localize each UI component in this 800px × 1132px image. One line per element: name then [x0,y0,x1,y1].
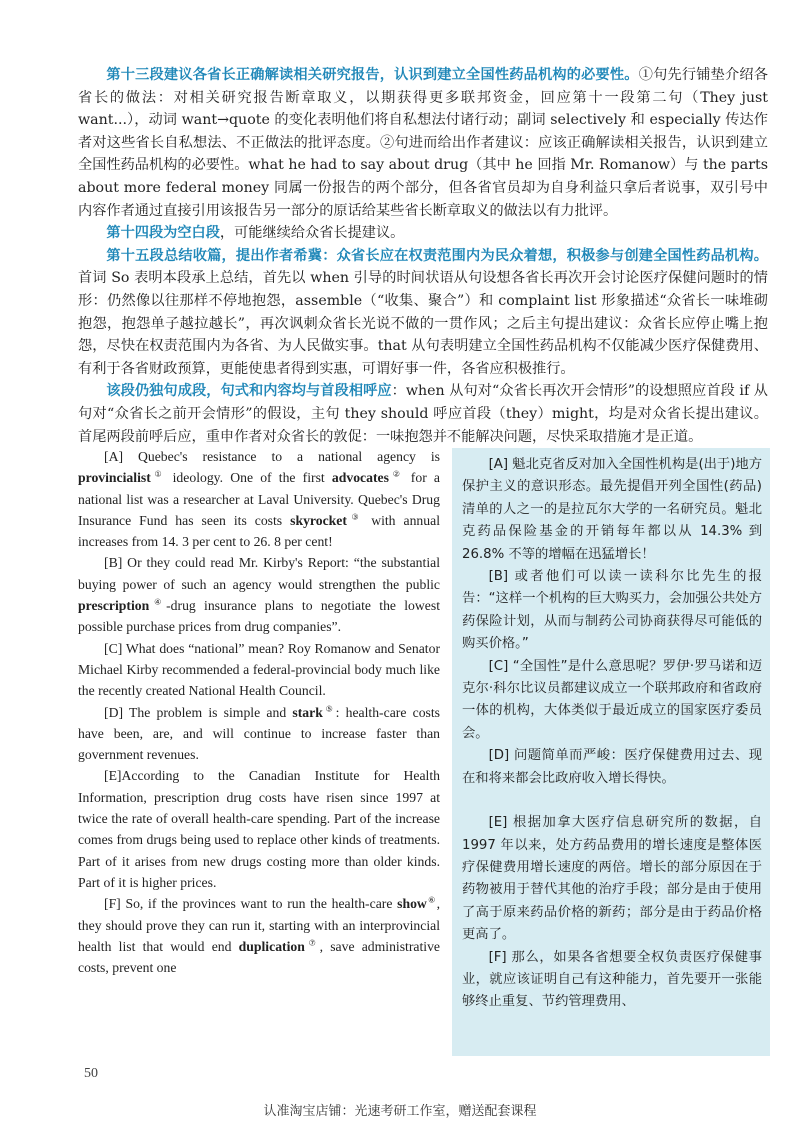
english-paragraph-c: [C] What does “national” mean? Roy Romanow and Senator Michael Kirby recommended a federal-provincial body much like the recently created National Health Council. [78,640,440,699]
page-number: 50 [84,1066,98,1081]
analysis-paragraph-echo [78,380,768,448]
echo-heading: 该段仍独句成段，句式和内容均与首段相呼应 [106,383,392,400]
english-paragraph-d [78,702,440,766]
vocab-word: advocates [331,470,389,486]
text-segment: , they should prove they can run it, starting with an interprovincial health list that would end [78,896,440,954]
chinese-paragraph-b: [B] 或者他们可以读一读科尔比先生的报告：“这样一个机构的巨大购买力，会加强公共处方药保险计划，从而与制药公司协商获得尽可能低的购买价格。” [462,569,762,652]
vocab-word: skyrocket [290,512,347,528]
para14-heading: 第十四段为空白段 [106,225,220,242]
footnote-marker: ⑥ [426,895,437,905]
chinese-paragraph-a: [A] 魁北克省反对加入全国性机构是(出于)地方保护主义的意识形态。最先提倡开列全国性(药品)清单的人之一的是拉瓦尔大学的一名研究员。魁北克药品保险基金的开销每年都以从 14.3% 到 26.8% 不等的增幅在迅猛增长！ [462,457,763,562]
analysis-paragraph-14 [78,222,768,245]
footnote-marker: ⑤ [322,704,336,713]
analysis-paragraph-15 [78,245,768,381]
chinese-paragraph-e: [E] 根据加拿大医疗信息研究所的数据，自 1997 年以来，处方药品费用的增长速度是整体医疗保健费用增长速度的两倍。增长的部分原因在于药物被用于替代其他的治疗手段；部分是由于使用了高于原来药品价格的新药；部分是由于药品价格更高了。 [462,815,762,943]
para15-body: 首词 So 表明本段承上总结，首先以 when 引导的时间状语从句设想各省长再次开会讨论医疗保健问题时的情形：仍然像以往那样不停地抱怨，assemble（“收集、聚合”）和 complaint list 形象描述“众省长一味堆砌抱怨，抱怨单子越拉越长”，再次讽刺众省长光说不做的一贯作风；之后主句提出建议：众省长应停止嘴上抱怨，尽快在权责范围内为各省、为人民做实事。that 从句表明建立全国性药品机构不仅能减少医疗保健费用、有利于各省财政预算，更能使患者得到实惠，可谓好事一件，各省应积极推行。 [78,270,768,377]
text-segment: for a national list was a researcher at Laval University. Quebec's Drug Insurance Fund has seen its costs [78,470,441,528]
text-segment: : health-care costs have been, are, and will continue to increase faster than government revenues. [78,704,441,763]
echo-body: ：when 从句对“众省长再次开会情形”的设想照应首段 if 从句对“众省长之前开会情形”的假设，主句 they should 呼应首段（they）might，均是对众省长提出建议。首尾两段前呼后应，重申作者对众省长的敦促：一味抱怨并不能解决问题，尽快采取措施才是正道。 [78,383,768,445]
vocab-word: duplication [238,938,305,954]
text-segment: [A] Quebec's resistance to a national agency is [104,449,440,464]
english-paragraph-e: [E]According to the Canadian Institute for Health Information, prescription drug costs have risen since 1997 at twice the rate of overall health-care spending. Part of the increase comes from drugs being used to replace other kinds of treatments. Part of it arises from new drugs costing more than older kinds. Part of it is higher prices. [78,768,440,890]
english-paragraph-b [78,552,440,637]
bilingual-section [0,446,800,1066]
para14-body: ，可能继续给众省长提建议。 [219,225,405,242]
vocab-word: provincialist [78,470,151,486]
vocab-word: prescription [78,598,150,614]
analysis-section [78,64,768,448]
text-segment: [F] So, if the provinces want to run the health-care [104,896,398,912]
chinese-paragraph-c: [C] “全国性”是什么意思呢？罗伊·罗马诺和迈克尔·科尔比议员都建议成立一个联邦政府和省政府一体的机构，大体类似于最近成立的国家医疗委员会。 [462,658,762,741]
footer-note: 认准淘宝店铺：光速考研工作室，赠送配套课程 [263,1104,537,1119]
footnote-marker: ④ [149,597,167,607]
footnote-marker: ② [388,469,404,479]
english-column [78,446,440,978]
analysis-paragraph-13 [78,64,768,222]
para13-heading: 第十三段建议各省长正确解读相关研究报告，认识到建立全国性药品机构的必要性。 [106,67,639,83]
chinese-translation-box [452,448,770,1056]
english-paragraph-f [78,893,440,978]
vocab-word: show [397,896,427,912]
text-segment: ideology. One of the first [165,470,332,486]
english-paragraph-a [78,446,440,552]
footnote-marker: ① [150,469,166,479]
para13-body: ①句先行铺垫介绍各省长的做法：对相关研究报告断章取义，以期获得更多联邦资金，回应第十一段第二句（They just want...），动词 want→quote 的变化表明他们将自私想法付诸行动；副词 selectively 和 especially 传达作者对这些省长自私想法、不正做法的批评态度。②句进而给出作者建议：应该正确解读相关报告，认识到建立全国性药品机构的必要性。what he had to say about drug（其中 he 回指 Mr. Romanow）与 the parts about more federal money 同属一份报告的两个部分，但各省官员却为自身利益只拿后者说事，双引号中内容作者通过直接引用该报告另一部分的原话给某些省长断章取义的做法以有力批评。 [78,67,768,219]
text-segment: with annual increases from 14. 3 per cent to 26. 8 per cent! [78,512,440,550]
text-segment: , save administrative costs, prevent one [78,938,441,976]
footnote-marker: ⑦ [304,938,320,948]
para15-heading: 第十五段总结收篇，提出作者希冀：众省长应在权责范围内为民众着想，积极参与创建全国性药品机构。 [106,247,768,264]
chinese-paragraph-d: [D] 问题简单而严峻：医疗保健费用过去、现在和将来都会比政府收入增长得快。 [462,748,762,786]
footnote-marker: ③ [346,512,364,522]
text-segment: -drug insurance plans to negotiate the lowest possible purchase prices from drug companies”. [78,598,440,635]
text-segment: [D] The problem is simple and [104,704,293,720]
chinese-paragraph-f: [F] 那么，如果各省想要全权负责医疗保健事业，就应该证明自己有这种能力，首先要开一张能够终止重复、节约管理费用、 [462,949,762,1010]
text-segment: [B] Or they could read Mr. Kirby's Report: “the substantial buying power of such an agency would strengthen the public [78,555,440,592]
vocab-word: stark [292,704,323,720]
